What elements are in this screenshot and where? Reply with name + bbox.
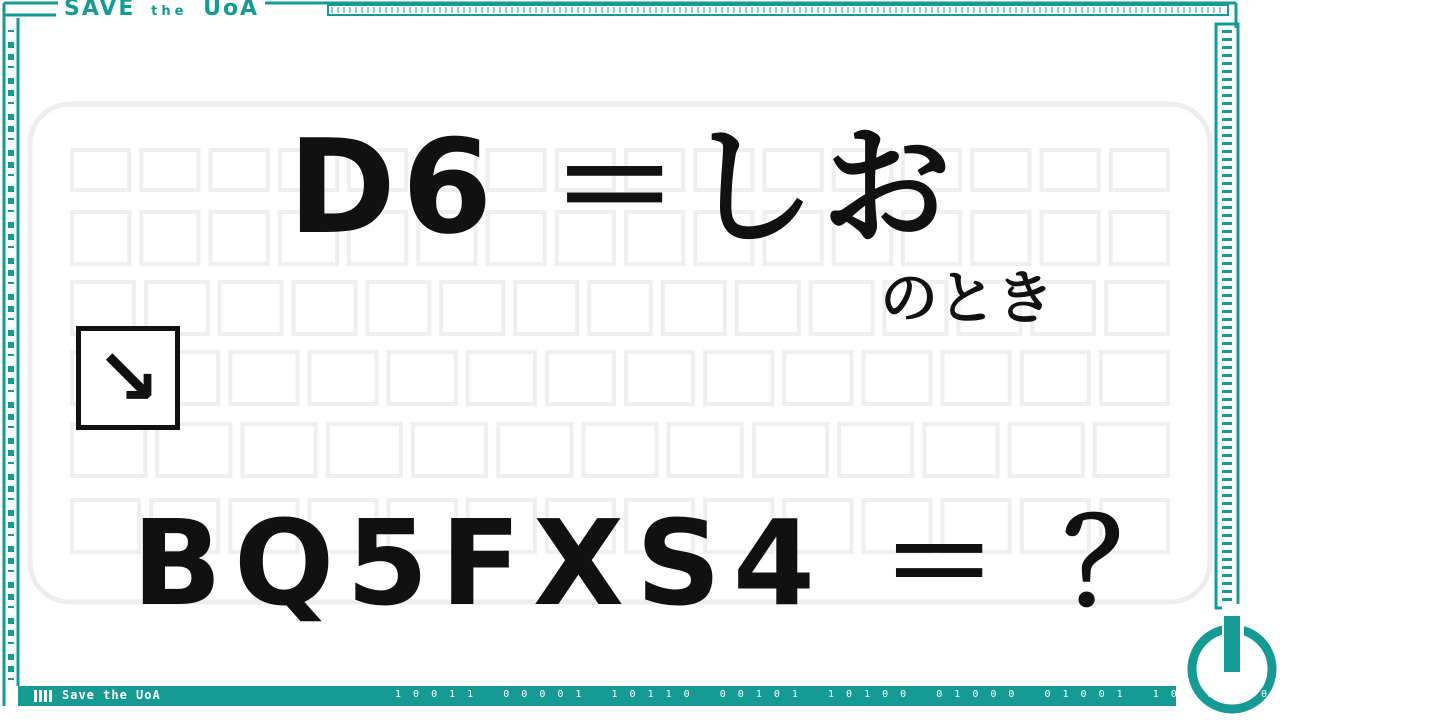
frame-right-tick [1222, 254, 1232, 257]
keyboard-key [141, 150, 198, 190]
frame-left-bit [8, 78, 14, 84]
frame-left-bit [8, 90, 14, 96]
frame-left-bit [8, 462, 14, 464]
frame-right-tick [1222, 110, 1232, 113]
footer-label: Save the UoA [62, 688, 161, 702]
frame-top-strip [328, 5, 1228, 15]
frame-right-tick [1222, 278, 1232, 281]
keyboard-key [811, 282, 873, 334]
keyboard-key [972, 150, 1029, 190]
keyboard-key [441, 282, 503, 334]
frame-left-bit [8, 366, 14, 372]
frame-right-tick [1222, 566, 1232, 569]
frame-left-bit [8, 558, 14, 564]
frame-right-tick [1222, 374, 1232, 377]
frame-right-tick [1222, 582, 1232, 585]
keyboard-key [784, 352, 851, 404]
frame-left-bit [8, 510, 14, 516]
frame-right-tick [1222, 502, 1232, 505]
frame-right-tick [1222, 518, 1232, 521]
frame-right-tick [1222, 86, 1232, 89]
keyboard-key [626, 352, 693, 404]
keyboard-key [754, 424, 827, 476]
brand-title-save: SAVE [64, 0, 136, 21]
frame-right-tick [1222, 238, 1232, 241]
frame-right-tick [1222, 38, 1232, 41]
frame-right-tick [1222, 446, 1232, 449]
frame-left-bit [8, 630, 14, 636]
frame-left-bit [8, 618, 14, 624]
frame-right-tick [1222, 70, 1232, 73]
given-equation: D6 ＝しお [288, 111, 958, 263]
frame-right-tick [1222, 534, 1232, 537]
frame-right-tick [1222, 478, 1232, 481]
keyboard-key [972, 212, 1029, 264]
frame-right-tick [1222, 510, 1232, 513]
frame-footer-bar-tick [49, 690, 52, 702]
keyboard-key [72, 212, 129, 264]
frame-left-bit [8, 138, 14, 140]
keyboard-key [1111, 212, 1168, 264]
frame-left-bit [8, 342, 14, 348]
keyboard-key [669, 424, 742, 476]
frame-left-bit [8, 498, 14, 500]
frame-left-bit [8, 234, 14, 240]
frame-right-tick [1222, 206, 1232, 209]
keyboard-key [1111, 150, 1168, 190]
frame-right-tick [1222, 182, 1232, 185]
frame-left-bit [8, 150, 14, 156]
frame-right-tick [1222, 462, 1232, 465]
keyboard-key [547, 352, 614, 404]
keyboard-key [141, 212, 198, 264]
brand-title-uoa: UoA [203, 0, 260, 21]
frame-left-bit [8, 270, 14, 276]
frame-right-tick [1222, 550, 1232, 553]
keyboard-key [1042, 150, 1099, 190]
frame-right-tick [1222, 342, 1232, 345]
keyboard-key [863, 352, 930, 404]
keyboard-key [294, 282, 356, 334]
keyboard-key [72, 150, 129, 190]
frame-right-tick [1222, 526, 1232, 529]
frame-right-tick [1222, 174, 1232, 177]
question-equation: BQ5FXS4 ＝ ？ [132, 494, 1194, 632]
keyboard-key [589, 282, 651, 334]
frame-left-bit [8, 186, 14, 192]
frame-right-tick [1222, 270, 1232, 273]
keyboard-key [1106, 282, 1168, 334]
frame-right-tick [1222, 318, 1232, 321]
keyboard-key [468, 352, 535, 404]
frame-left-bit [8, 606, 14, 608]
frame-right-tick [1222, 470, 1232, 473]
frame-left-bit [8, 354, 14, 356]
frame-left-bit [8, 546, 14, 552]
frame-right-tick [1222, 558, 1232, 561]
frame-footer-bar-tick [44, 690, 47, 702]
frame-right-tick [1222, 486, 1232, 489]
frame-left-bit [8, 282, 14, 284]
keyboard-key [924, 424, 997, 476]
frame-left-bit [8, 30, 14, 32]
frame-left-bit [8, 678, 14, 680]
frame-left-bit [8, 126, 14, 132]
frame-right-tick [1222, 294, 1232, 297]
frame-left-bit [8, 390, 14, 392]
frame-right-tick [1222, 214, 1232, 217]
frame-right-tick [1222, 590, 1232, 593]
frame-left-bit [8, 594, 14, 600]
frame-right-tick [1222, 142, 1232, 145]
frame-right-tick [1222, 414, 1232, 417]
frame-right-tick [1222, 598, 1232, 601]
frame-right-tick [1222, 574, 1232, 577]
keyboard-key [1095, 424, 1168, 476]
keyboard-key [839, 424, 912, 476]
frame-right-tick [1222, 310, 1232, 313]
frame-footer-bar-tick [39, 690, 42, 702]
frame-right-tick [1222, 30, 1232, 33]
keyboard-key [943, 352, 1010, 404]
frame-right-tick [1222, 430, 1232, 433]
frame-left-bit [8, 222, 14, 228]
frame-right-tick [1222, 286, 1232, 289]
frame-left-bit [8, 438, 14, 444]
frame-right-tick [1222, 422, 1232, 425]
frame-right-tick [1222, 222, 1232, 225]
frame-right-tick [1222, 62, 1232, 65]
frame-right-tick [1222, 54, 1232, 57]
frame-left-bit [8, 66, 14, 68]
frame-footer-bar-tick [34, 690, 37, 702]
keyboard-key [230, 352, 297, 404]
footer-binary: 1 0 0 1 1 0 0 0 0 1 1 0 1 1 0 0 0 1 0 1 1 0 1 0 0 0 1 0 0 0 0 1 0 0 1 1 0 1 0 1 0 1 1 1 1 0 0 0 0 1 [395, 689, 1450, 700]
frame-left-bit [8, 642, 14, 644]
frame-right-tick [1222, 438, 1232, 441]
frame-right-tick [1222, 302, 1232, 305]
frame-right-tick [1222, 334, 1232, 337]
keyboard-key [1010, 424, 1083, 476]
keyboard-key [220, 282, 282, 334]
frame-left-bit [8, 582, 14, 588]
frame-left-bit [8, 522, 14, 528]
frame-left-bit [8, 114, 14, 120]
frame-right-tick [1222, 158, 1232, 161]
keyboard-key [367, 282, 429, 334]
frame-right-tick [1222, 366, 1232, 369]
frame-right-tick [1222, 102, 1232, 105]
keyboard-key [583, 424, 656, 476]
keyboard-key [242, 424, 315, 476]
frame-left-bit [8, 294, 14, 300]
brand-title-the: the [151, 4, 188, 19]
keyboard-key [389, 352, 456, 404]
frame-left-bit [8, 654, 14, 660]
frame-left-bit [8, 306, 14, 312]
frame-left-bit [8, 318, 14, 320]
frame-left-bit [8, 246, 14, 248]
arrow-direction-icon: ↘ [76, 326, 180, 430]
frame-left-bit [8, 486, 14, 492]
frame-right-tick [1222, 134, 1232, 137]
frame-left-bit [8, 54, 14, 60]
frame-right-tick [1222, 78, 1232, 81]
brand-title [58, 0, 265, 25]
frame-right-tick [1222, 382, 1232, 385]
keyboard-key [515, 282, 577, 334]
frame-left-bit [8, 570, 14, 572]
keyboard-key [1042, 212, 1099, 264]
frame-left-bit [8, 426, 14, 428]
keyboard-key [211, 212, 268, 264]
frame-left-bit [8, 198, 14, 204]
frame-right-tick [1222, 398, 1232, 401]
frame-right-tick [1222, 198, 1232, 201]
keyboard-key [663, 282, 725, 334]
keyboard-key [1101, 352, 1168, 404]
keyboard-key [328, 424, 401, 476]
frame-right-tick [1222, 350, 1232, 353]
frame-left-bit [8, 330, 14, 336]
keyboard-key [413, 424, 486, 476]
frame-right-tick [1222, 542, 1232, 545]
keyboard-key [72, 424, 145, 476]
power-icon-stem [1224, 616, 1240, 672]
frame-left-bit [8, 258, 14, 264]
frame-right-tick [1222, 150, 1232, 153]
frame-right-tick [1222, 358, 1232, 361]
keyboard-key [705, 352, 772, 404]
keyboard-key [72, 500, 139, 552]
frame-right-tick [1222, 126, 1232, 129]
keyboard-key [498, 424, 571, 476]
frame-left-bit [8, 210, 14, 212]
frame-right-tick [1222, 326, 1232, 329]
frame-left-bit [8, 162, 14, 168]
frame-left-bit [8, 174, 14, 176]
frame-right-tick [1222, 230, 1232, 233]
frame-left-bit [8, 666, 14, 672]
keyboard-key [157, 424, 230, 476]
frame-right-tick [1222, 94, 1232, 97]
frame-left-bit [8, 450, 14, 456]
frame-right-tick [1222, 118, 1232, 121]
frame-right-tick [1222, 406, 1232, 409]
frame-left-bit [8, 534, 14, 536]
frame-right-tick [1222, 454, 1232, 457]
keyboard-key [1022, 352, 1089, 404]
keyboard-key [211, 150, 268, 190]
frame-left-bit [8, 378, 14, 384]
frame-left-bit [8, 42, 14, 48]
keyboard-key [309, 352, 376, 404]
condition-text: のとき [880, 264, 1055, 332]
keyboard-key [737, 282, 799, 334]
frame-right-tick [1222, 190, 1232, 193]
frame-left-bit [8, 414, 14, 420]
frame-left-bit [8, 474, 14, 480]
frame-right-tick [1222, 166, 1232, 169]
frame-right-tick [1222, 390, 1232, 393]
frame-left-bit [8, 402, 14, 408]
frame-right-tick [1222, 246, 1232, 249]
frame-left-bit [8, 102, 14, 104]
frame-right-tick [1222, 46, 1232, 49]
frame-right-tick [1222, 262, 1232, 265]
frame-right-tick [1222, 494, 1232, 497]
